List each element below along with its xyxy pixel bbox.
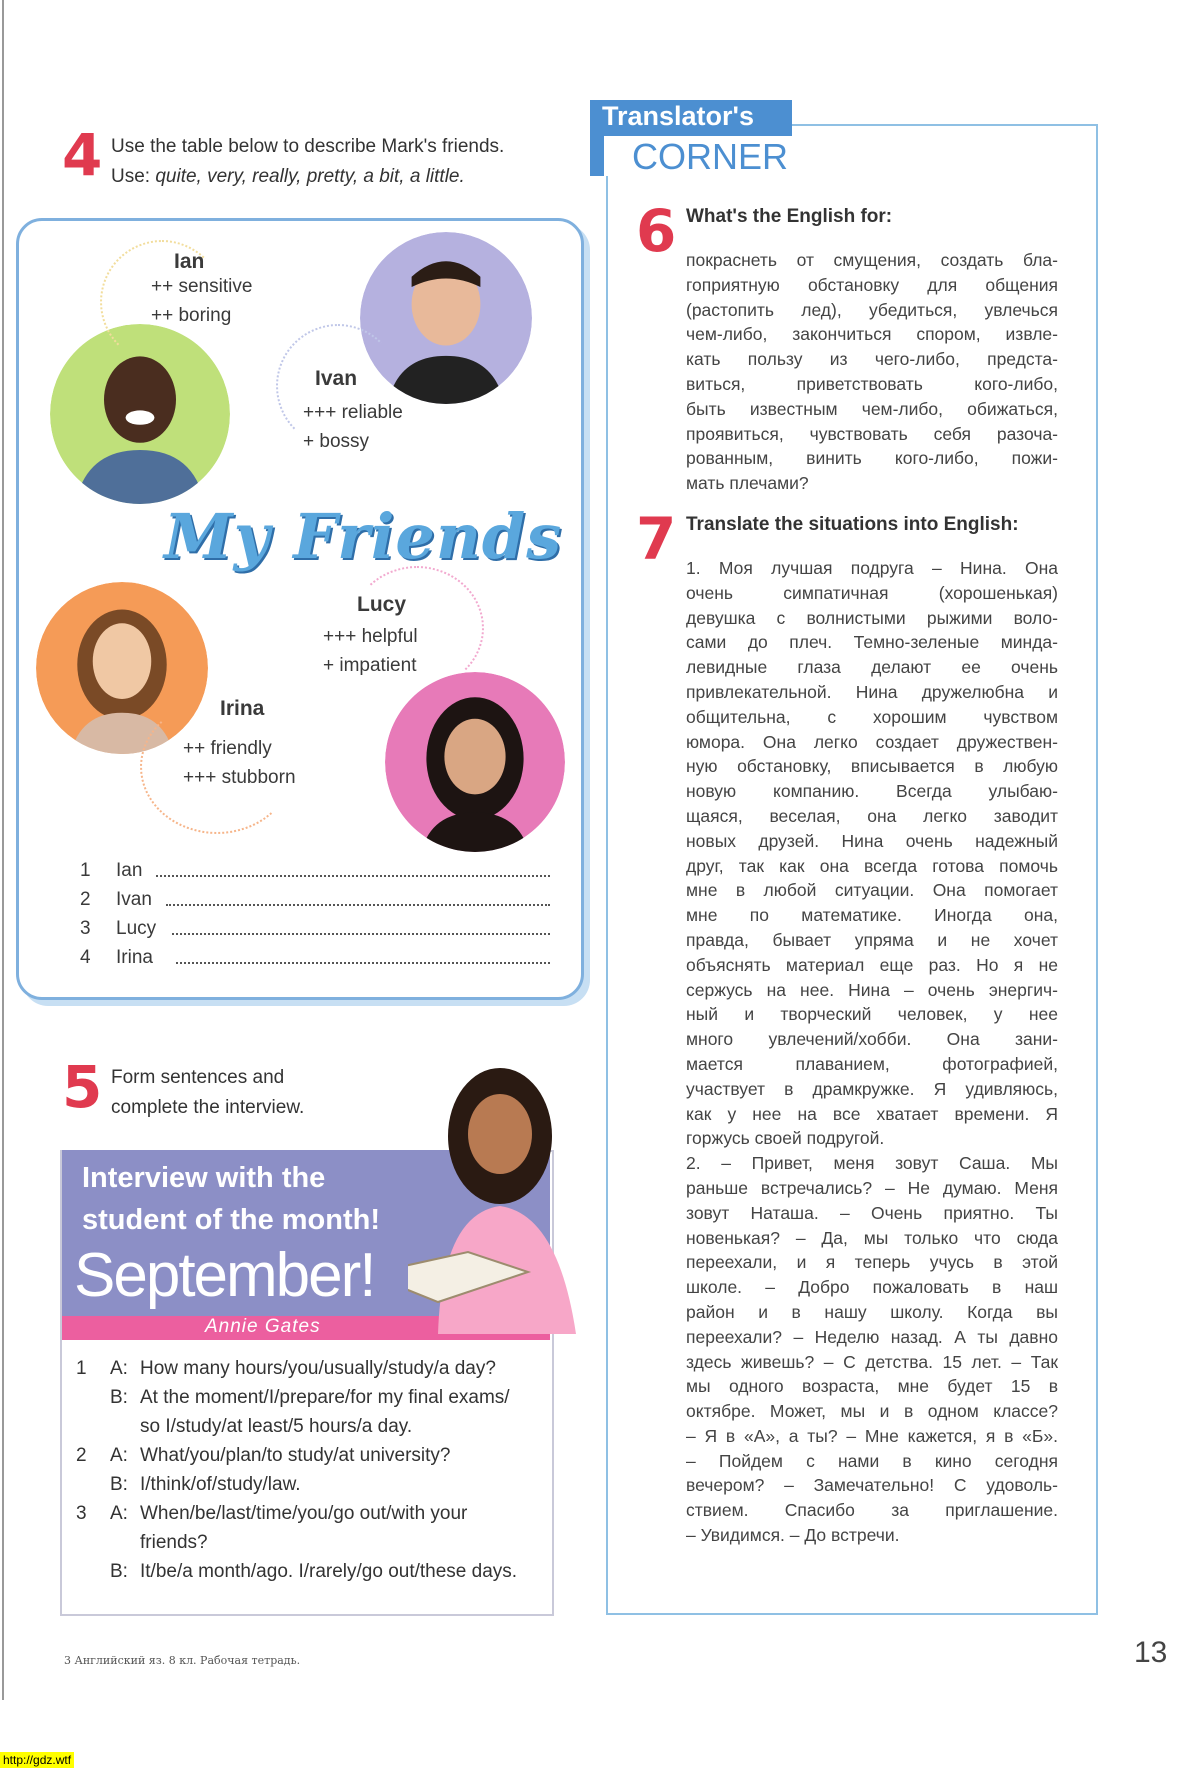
- interview-prompt: At the moment/I/prepare/for my final exams/: [140, 1387, 510, 1408]
- text-line: новенькая? – Да, мы только что сюда: [686, 1227, 1058, 1248]
- text-line: 2. – Привет, меня зовут Саша. Мы: [686, 1153, 1058, 1174]
- friend-name-irina: Irina: [220, 697, 265, 720]
- translators-tab-label: Translator's: [602, 101, 754, 131]
- page-number: 13: [1134, 1636, 1168, 1669]
- friend-trait: ++ friendly: [183, 738, 272, 759]
- text-line: мне в любой ситуации. Она помогает: [686, 880, 1058, 901]
- text-line: переехали? – Неделю назад. А ты давно: [686, 1326, 1058, 1347]
- text-line: левидные глаза делают ее очень: [686, 657, 1058, 678]
- text-line: зовут Наташа. – Очень приятно. Ты: [686, 1202, 1058, 1223]
- interview-number: 2: [76, 1445, 87, 1466]
- answer-number: 2: [80, 889, 91, 910]
- text-line: чем-либо, закончиться спором, извле-: [686, 324, 1058, 345]
- text-line: раньше встречались? – Не думаю. Меня: [686, 1177, 1058, 1198]
- text-line: 1. Моя лучшая подруга – Нина. Она: [686, 558, 1058, 578]
- answer-number: 1: [80, 860, 91, 881]
- text-line: правда, бывает упряма и не хочет: [686, 929, 1058, 950]
- text-line: щаяся, веселая, она легко заводит: [686, 805, 1058, 826]
- friend-trait: +++ helpful: [323, 626, 418, 647]
- corner-tab-label: CORNER: [632, 136, 789, 177]
- speaker-label: B:: [110, 1561, 128, 1582]
- answer-blank[interactable]: [176, 962, 550, 964]
- text-line: сержусь на нее. Нина – очень энергич-: [686, 979, 1058, 1000]
- interview-prompt: It/be/a month/ago. I/rarely/go out/these days.: [140, 1561, 518, 1582]
- text-line: виться, приветствовать кого-либо,: [686, 373, 1058, 394]
- exercise-6-text: [686, 248, 1058, 496]
- text-line: участвует в драмкружке. Я удивляюсь,: [686, 1078, 1058, 1099]
- text-line: много увлечений/хобби. Она зани-: [686, 1029, 1058, 1050]
- use-label: Use:: [111, 166, 151, 187]
- text-line: девушка с волнистыми рыжими воло-: [686, 607, 1058, 628]
- friend-trait: +++ stubborn: [183, 767, 296, 788]
- text-line: мы одного возраста, мне будет 15 в: [686, 1376, 1058, 1397]
- answer-name: Lucy: [116, 918, 157, 939]
- interview-prompt: When/be/last/time/you/go out/with your: [140, 1503, 468, 1524]
- speaker-label: B:: [110, 1474, 128, 1495]
- exercise-7-text: [686, 556, 1058, 1548]
- text-line: мне по математике. Иногда она,: [686, 905, 1058, 926]
- exercise-7-title: Translate the situations into English:: [686, 514, 1019, 535]
- text-line: вечером? – Замечательно! С удоволь-: [686, 1475, 1058, 1496]
- page-edge: [2, 0, 4, 1700]
- footer-note: 3 Английский яз. 8 кл. Рабочая тетрадь.: [64, 1654, 301, 1667]
- friend-trait: ++ boring: [151, 305, 232, 326]
- interview-prompt: What/you/plan/to study/at university?: [140, 1445, 451, 1466]
- answer-line: [80, 886, 550, 914]
- answer-blank[interactable]: [156, 875, 550, 877]
- banner-title-line2: student of the month!: [82, 1204, 381, 1236]
- text-line: друг, так как она всегда готова помочь: [686, 855, 1058, 876]
- text-line: объяснять материал еще раз. Но я не: [686, 954, 1058, 975]
- lucy-photo: [385, 672, 565, 852]
- speaker-label: A:: [110, 1445, 128, 1466]
- text-line: – Пойдем с нами в кино сегодня: [686, 1450, 1058, 1471]
- answer-blank[interactable]: [166, 904, 550, 906]
- student-photo: [408, 1064, 588, 1334]
- text-line: общительна, с хорошим чувством: [686, 706, 1058, 727]
- interview-prompt: I/think/of/study/law.: [140, 1474, 301, 1495]
- exercise-4-instruction: [111, 132, 504, 192]
- friend-name-ian: Ian: [174, 250, 205, 273]
- student-name: Annie Gates: [205, 1316, 321, 1337]
- friend-trait: ++ sensitive: [151, 276, 253, 297]
- answer-name: Ian: [116, 860, 143, 881]
- text-line: рованным, винить кого-либо, пожи-: [686, 448, 1058, 469]
- exercise-5-instruction: [111, 1063, 304, 1123]
- text-line: проявиться, чувствовать себя разоча-: [686, 423, 1058, 444]
- friend-trait: + bossy: [303, 431, 370, 452]
- speaker-label: B:: [110, 1387, 128, 1408]
- my-friends-title: My Friends: [164, 500, 563, 573]
- text-line: юмора. Она легко создает дружествен-: [686, 731, 1058, 752]
- text-line: новых друзей. Нина очень надежный: [686, 830, 1058, 851]
- use-words: quite, very, really, pretty, a bit, a little.: [155, 166, 465, 187]
- text-line: новую компанию. Всегда улыбаю-: [686, 781, 1058, 802]
- text-line: октябре. Может, мы и в одном классе?: [686, 1401, 1058, 1422]
- watermark[interactable]: http://gdz.wtf: [0, 1752, 74, 1768]
- text-line: район и в нашу школу. Когда вы: [686, 1301, 1058, 1322]
- interview-prompt: How many hours/you/usually/study/a day?: [140, 1358, 496, 1379]
- text-line: ный и творческий человек, у нее: [686, 1004, 1058, 1025]
- friend-name-lucy: Lucy: [357, 593, 407, 616]
- exercise-4-use-line: [111, 162, 504, 192]
- answer-line: [80, 857, 550, 885]
- text-line: здесь живешь? – С детства. 15 лет. – Так: [686, 1351, 1058, 1372]
- exercise-4-instruction-line: Use the table below to describe Mark's friends.: [111, 136, 505, 157]
- answer-line: [80, 944, 550, 972]
- text-line: гоприятную обстановку для общения: [686, 274, 1058, 295]
- friend-trait: + impatient: [323, 655, 417, 676]
- interview-prompt: so I/study/at least/5 hours/a day.: [140, 1416, 413, 1437]
- text-line: мается плаванием, фотографией,: [686, 1053, 1058, 1074]
- answer-line: [80, 915, 550, 943]
- text-line: ную обстановку, вписывается в любую: [686, 756, 1058, 777]
- text-line: ствием. Спасибо за приглашение.: [686, 1500, 1058, 1521]
- exercise-4-number: 4: [62, 121, 103, 189]
- text-line: как у нее на все хватает времени. Я: [686, 1103, 1058, 1124]
- banner-month: September!: [74, 1241, 375, 1310]
- exercise-5-instruction-line: complete the interview.: [111, 1097, 305, 1118]
- text-line: (растопить лед), убедиться, увлечься: [686, 299, 1058, 320]
- text-line: переехали, и я теперь учусь в этой: [686, 1252, 1058, 1273]
- text-line: горжусь своей подругой.: [686, 1128, 885, 1149]
- text-line: привлекательной. Нина дружелюбна и: [686, 681, 1058, 702]
- exercise-6-number: 6: [636, 197, 677, 265]
- text-line: сами до плеч. Темно-зеленые минда-: [686, 632, 1058, 653]
- exercise-6-title: What's the English for:: [686, 206, 893, 227]
- exercise-7-number: 7: [636, 505, 677, 573]
- exercise-5-number: 5: [62, 1053, 103, 1121]
- text-line: школе. – Добро пожаловать в наш: [686, 1277, 1058, 1298]
- interview-prompt: friends?: [140, 1532, 208, 1553]
- text-line: – Увидимся. – До встречи.: [686, 1525, 900, 1546]
- speaker-label: A:: [110, 1503, 128, 1524]
- answer-blank[interactable]: [172, 933, 550, 935]
- interview-number: 1: [76, 1358, 87, 1379]
- interview-number: 3: [76, 1503, 87, 1524]
- answer-number: 3: [80, 918, 91, 939]
- exercise-5-instruction-line: Form sentences and: [111, 1067, 285, 1088]
- text-line: очень симпатичная (хорошенькая): [686, 582, 1058, 603]
- speaker-label: A:: [110, 1358, 128, 1379]
- text-line: кать пользу из чего-либо, предста-: [686, 349, 1058, 370]
- friend-trait: +++ reliable: [303, 402, 403, 423]
- answer-name: Ivan: [116, 889, 152, 910]
- answer-name: Irina: [116, 947, 153, 968]
- text-line: покраснеть от смущения, создать бла-: [686, 250, 1058, 270]
- text-line: – Я в «А», а ты? – Мне кажется, я в «Б».: [686, 1425, 1058, 1446]
- text-line: мать плечами?: [686, 473, 809, 494]
- friend-name-ivan: Ivan: [315, 367, 358, 390]
- text-line: быть известным чем-либо, обижаться,: [686, 398, 1058, 419]
- banner-title-line1: Interview with the: [82, 1162, 326, 1194]
- answer-number: 4: [80, 947, 91, 968]
